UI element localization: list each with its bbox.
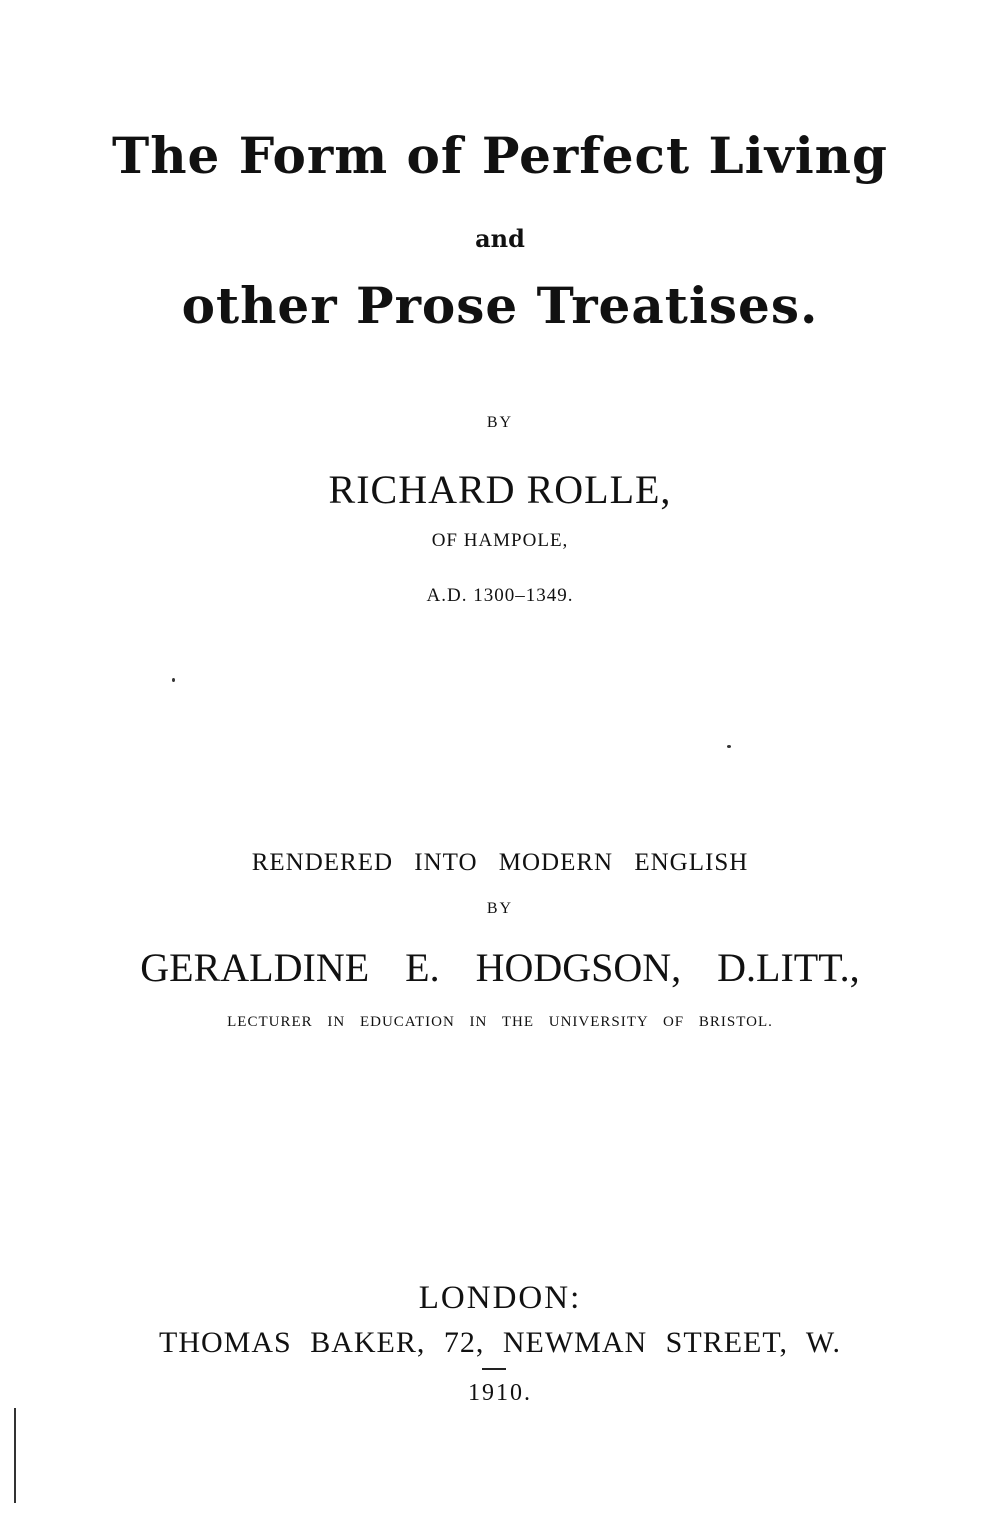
book-title-line-1: The Form of Perfect Living — [112, 126, 888, 185]
translation-note: RENDERED INTO MODERN ENGLISH — [251, 849, 749, 876]
by-label-translator: BY — [486, 900, 514, 917]
scan-speck — [727, 745, 731, 748]
translator-affiliation: LECTURER IN EDUCATION IN THE UNIVERSITY OF BRISTOL. — [227, 1014, 773, 1030]
author-place: OF HAMPOLE, — [431, 530, 569, 551]
year-rule — [482, 1368, 506, 1370]
scan-speck — [172, 678, 175, 682]
publisher: THOMAS BAKER, 72, NEWMAN STREET, W. — [159, 1326, 841, 1359]
translator-name: GERALDINE E. HODGSON, D.LITT., — [140, 945, 860, 990]
book-title-conjunction: and — [475, 224, 525, 253]
book-title-line-2: other Prose Treatises. — [181, 276, 819, 335]
scan-margin-line — [14, 1408, 16, 1503]
publication-year: 1910. — [468, 1380, 532, 1406]
by-label-author: BY — [486, 414, 514, 431]
author-dates: A.D. 1300–1349. — [426, 585, 574, 606]
publication-place: LONDON: — [418, 1280, 582, 1316]
author-name: RICHARD ROLLE, — [328, 467, 672, 512]
